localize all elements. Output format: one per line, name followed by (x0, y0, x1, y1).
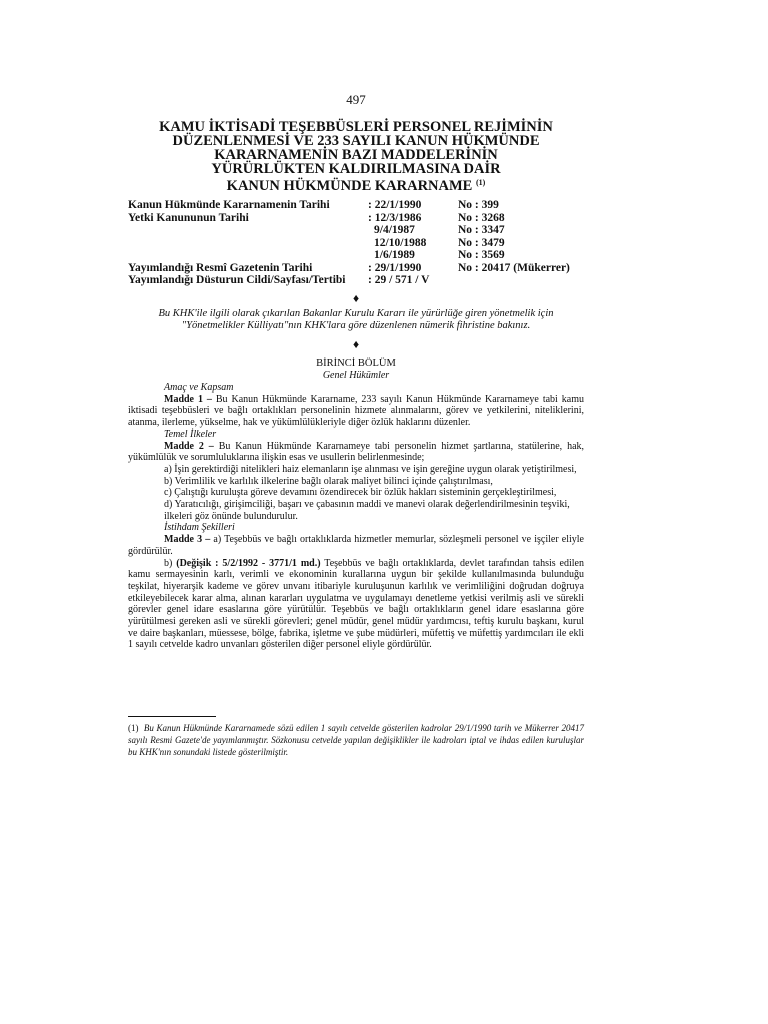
meta-row-authorization-law-3 (128, 237, 598, 250)
article-3-b (128, 558, 584, 652)
meta-row-authorization-law-4 (128, 249, 598, 262)
article-3 (128, 534, 584, 557)
meta-date: 1/6/1989 (374, 249, 415, 261)
meta-number: No : 3268 (458, 211, 505, 224)
meta-date: 9/4/1987 (374, 224, 415, 236)
article-label: Madde 1 – (164, 393, 212, 405)
meta-number: No : 20417 (Mükerrer) (458, 261, 570, 274)
clause-c: c) Çalıştığı kuruluşta göreve devamını özendirecek bir özlük hakları sisteminin gerçekleştirilmesi, (164, 487, 557, 499)
decree-body (128, 382, 584, 651)
clause-prefix: b) (164, 557, 177, 569)
clause-b: b) Verimlilik ve karlılık ilkelerine bağlı olarak maliyet bilinci içinde çalıştırılması, (164, 475, 493, 487)
meta-label-rest: Gazetenin Tarihi (226, 261, 313, 274)
meta-label-rest: Kararnamenin Tarihi (220, 199, 330, 211)
meta-date: 12/10/1988 (374, 236, 427, 249)
meta-row-decree-date (128, 199, 598, 212)
meta-label-bold: Yayımlandığı Resmî (128, 261, 227, 274)
meta-row-dustur (128, 274, 598, 287)
article-heading: İstihdam Şekilleri (164, 522, 235, 534)
meta-date: : 22/1/1990 (368, 199, 422, 211)
footnote (128, 722, 584, 758)
meta-number: No : 3347 (458, 224, 505, 236)
article-label: Madde 2 – (164, 440, 214, 452)
decree-title (128, 120, 584, 193)
article-2 (128, 441, 584, 464)
meta-number: No : 3479 (458, 236, 505, 249)
footnote-text: Bu Kanun Hükmünde Kararnamede sözü edilen 1 sayılı cetvelde gösterilen kadrolar 29/1/1990 tarih ve Mükerrer 20417 sayılı Resmi Gazete'de yayımlanmıştır. Sözkonusu cetvelde yapılan değişiklikler ile kadroları iptal ve ihdas edilen kuruluşlar bu KHK'nın sonundaki listede gösterilmiştir. (128, 723, 585, 757)
meta-row-authorization-law (128, 212, 598, 225)
title-footnote-ref: (1) (475, 178, 486, 187)
meta-date: : 12/3/1986 (368, 211, 422, 224)
meta-label: Yayımlandığı Düsturun Cildi/Sayfası/Tertibi (128, 274, 346, 286)
article-text: Teşebbüs ve bağlı ortaklıklarda, devlet tarafından tahsis edilen kamu sermayesinin karlı, verimli ve ekonominin kurallarına uygun bir şekilde kullanılmasında bulunduğu teşkilat, hiyerarşik kademe ve görev unvanı itibariyle kuruluşunun karlılık ve verimliliğini doğrudan doğruya etkileyebilecek karar alma, alınan kararları uygulatma ve uygulamayı denetleme yetkisi verilmiş asli ve sürekli görevler genel idare esaslarına göre yürütülür. Teşebbüs ve bağlı ortaklıkların genel idare esaslarına göre yürütülmesi gereken asli ve sürekli görevleri; genel müdür, genel müdür yardımcısı, teftiş kurulu başkanı, kurul ve daire başkanları, müessese, bölge, fabrika, işletme ve şube müdürleri, müfettiş ve müfettiş yardımcıları ile ekli 1 sayılı cetvelde kadro unvanları gösterilen diğer personel eliyle gördürülür. (128, 557, 584, 651)
article-text: Bu Kanun Hükmünde Kararnameye tabi personelin hizmet şartlarına, statülerine, hak, yükümlülük ve sorumluluklarına ilişkin esas ve usullerin belirlenmesinde; (128, 440, 585, 464)
meta-number: No : 3569 (458, 249, 505, 261)
title-line-1: KAMU İKTİSADİ TEŞEBBÜSLERİ PERSONEL REJİMİNİN (159, 119, 553, 135)
footnote-divider (128, 716, 216, 717)
diamond-separator-1: ♦ (352, 291, 360, 305)
title-line-2: DÜZENLENMESİ VE 233 SAYILI KANUN HÜKMÜNDE (172, 133, 540, 149)
article-text: Bu Kanun Hükmünde Kararname, 233 sayılı Kanun Hükmünde Kararnameye tabi kamu iktisadi teşebbüsleri ve bağlı ortaklıkları personelinin hizmete alınmalarını, görev ve yetkilerini, niteliklerini, atanma, ilerleme, yükselme, hak ve yükümlülükleriyle diğer özlük haklarını düzenler. (128, 393, 584, 429)
article-text: a) Teşebbüs ve bağlı ortaklıklarda hizmetler memurlar, sözleşmeli personel ve işçiler eliyle gördürülür. (128, 534, 584, 557)
title-line-3: KARARNAMENİN BAZI MADDELERİNİN (214, 147, 498, 163)
title-line-5-text: KANUN HÜKMÜNDE KARARNAME (226, 178, 473, 194)
clause-a: a) İşin gerektirdiği nitelikleri haiz elemanların işe alınması ve işin gereğine uygun olarak yetiştirilmesi, (164, 463, 577, 475)
article-1 (128, 394, 584, 429)
article-heading: Amaç ve Kapsam (164, 382, 234, 393)
amendment-label: (Değişik : 5/2/1992 - 3771/1 md.) (176, 557, 321, 569)
clause-d: d) Yaratıcılığı, girişimciliği, başarı ve çabasının maddi ve manevi olarak değerlendirilmesinin teşviki, (164, 499, 570, 511)
footnote-mark: (1) (128, 723, 139, 733)
meta-row-authorization-law-2 (128, 224, 598, 237)
section-subtitle: Genel Hükümler (322, 370, 390, 381)
page-number: 497 (346, 92, 366, 107)
meta-label: Yetki Kanununun Tarihi (128, 211, 249, 224)
meta-number: No : 399 (458, 199, 499, 211)
article-label: Madde 3 – (164, 534, 211, 546)
article-heading: Temel İlkeler (164, 428, 217, 440)
title-line-4: YÜRÜRLÜKTEN KALDIRILMASINA DAİR (211, 161, 501, 177)
regulation-note: Bu KHK'ile ilgili olarak çıkarılan Bakanlar Kurulu Kararı ile yürürlüğe giren yönetmelik için "Yönetmelikler Külliyatı"nın KHK'lara göre düzenlenen nümerik fihristine bakınız. (158, 308, 554, 331)
section-title: BİRİNCİ BÖLÜM (316, 358, 396, 369)
meta-date: : 29/1/1990 (368, 261, 422, 274)
title-line-5 (128, 176, 584, 193)
diamond-separator-2: ♦ (352, 337, 360, 351)
meta-date: : 29 / 571 / V (368, 274, 430, 286)
meta-label-bold: Kanun Hükmünde (128, 199, 221, 211)
clause-closing: ilkeleri göz önünde bulundurulur. (164, 510, 298, 522)
meta-row-official-gazette (128, 262, 598, 275)
decree-metadata (128, 199, 598, 287)
